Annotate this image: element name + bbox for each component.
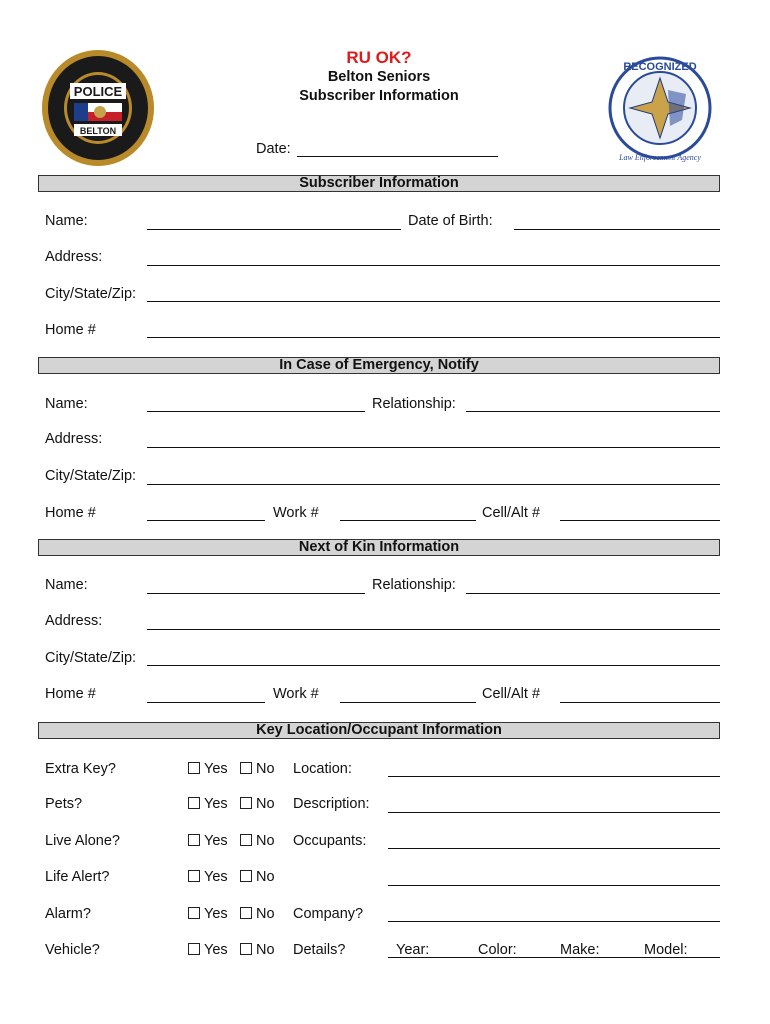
form-subtitle-1: Belton Seniors xyxy=(327,69,431,85)
alarm-yes-checkbox[interactable]: Yes xyxy=(188,905,228,923)
life-alert-no-checkbox[interactable]: No xyxy=(240,868,275,886)
location-label: Location: xyxy=(293,761,352,777)
kin-work-field[interactable] xyxy=(340,702,476,703)
checkbox-icon xyxy=(188,762,200,774)
svg-text:BELTON: BELTON xyxy=(79,126,117,136)
emergency-work-label: Work # xyxy=(273,505,319,521)
emergency-name-field[interactable] xyxy=(147,411,365,412)
subscriber-address-field[interactable] xyxy=(147,265,720,266)
svg-text:RECOGNIZED: RECOGNIZED xyxy=(623,61,697,73)
emergency-cell-field[interactable] xyxy=(560,520,720,521)
date-label: Date: xyxy=(256,141,291,157)
subscriber-address-label: Address: xyxy=(45,249,103,265)
kin-home-label: Home # xyxy=(45,686,96,702)
subscriber-name-field[interactable] xyxy=(147,229,401,230)
kin-cell-label: Cell/Alt # xyxy=(482,686,541,702)
live-alone-no-checkbox[interactable]: No xyxy=(240,832,275,850)
vehicle-details-field[interactable] xyxy=(388,957,720,958)
kin-work-label: Work # xyxy=(273,686,319,702)
section-emergency: In Case of Emergency, Notify xyxy=(38,357,720,374)
vehicle-make-label: Make: xyxy=(560,942,600,958)
vehicle-yes-checkbox[interactable]: Yes xyxy=(188,941,228,959)
extra-key-no-checkbox[interactable]: No xyxy=(240,760,275,778)
emergency-work-field[interactable] xyxy=(340,520,476,521)
extra-key-yes-checkbox[interactable]: Yes xyxy=(188,760,228,778)
emergency-relationship-label: Relationship: xyxy=(372,396,456,412)
checkbox-icon xyxy=(188,907,200,919)
life-alert-yes-checkbox[interactable]: Yes xyxy=(188,868,228,886)
kin-name-label: Name: xyxy=(45,577,88,593)
emergency-csz-label: City/State/Zip: xyxy=(45,468,137,484)
section-kin: Next of Kin Information xyxy=(38,539,720,556)
live-alone-yes-checkbox[interactable]: Yes xyxy=(188,832,228,850)
kin-relationship-field[interactable] xyxy=(466,593,720,594)
subscriber-csz-field[interactable] xyxy=(147,301,720,302)
subscriber-home-label: Home # xyxy=(45,322,96,338)
extra-key-label: Extra Key? xyxy=(45,761,116,777)
emergency-home-label: Home # xyxy=(45,505,96,521)
date-field[interactable] xyxy=(297,156,498,157)
subscriber-dob-label: Date of Birth: xyxy=(408,213,493,229)
form-title: RU OK? xyxy=(346,48,412,67)
emergency-address-label: Address: xyxy=(45,431,103,447)
emergency-name-label: Name: xyxy=(45,396,88,412)
subscriber-dob-field[interactable] xyxy=(514,229,720,230)
checkbox-icon xyxy=(240,907,252,919)
kin-address-field[interactable] xyxy=(147,629,720,630)
details-label: Details? xyxy=(293,942,346,958)
subscriber-home-field[interactable] xyxy=(147,337,720,338)
occupants-field[interactable] xyxy=(388,848,720,849)
company-label: Company? xyxy=(293,906,364,922)
location-field[interactable] xyxy=(388,776,720,777)
vehicle-model-label: Model: xyxy=(644,942,688,958)
occupants-field-2[interactable] xyxy=(388,885,720,886)
checkbox-icon xyxy=(188,834,200,846)
section-key-location: Key Location/Occupant Information xyxy=(38,722,720,739)
checkbox-icon xyxy=(240,870,252,882)
kin-csz-label: City/State/Zip: xyxy=(45,650,137,666)
emergency-relationship-field[interactable] xyxy=(466,411,720,412)
checkbox-icon xyxy=(240,797,252,809)
kin-relationship-label: Relationship: xyxy=(372,577,456,593)
vehicle-no-checkbox[interactable]: No xyxy=(240,941,275,959)
emergency-cell-label: Cell/Alt # xyxy=(482,505,541,521)
alarm-label: Alarm? xyxy=(45,906,91,922)
vehicle-label: Vehicle? xyxy=(45,942,100,958)
form-subtitle-2: Subscriber Information xyxy=(299,88,459,104)
emergency-home-field[interactable] xyxy=(147,520,265,521)
checkbox-icon xyxy=(240,943,252,955)
pets-yes-checkbox[interactable]: Yes xyxy=(188,795,228,813)
checkbox-icon xyxy=(188,797,200,809)
kin-home-field[interactable] xyxy=(147,702,265,703)
checkbox-icon xyxy=(240,762,252,774)
pets-no-checkbox[interactable]: No xyxy=(240,795,275,813)
occupants-label: Occupants: xyxy=(293,833,367,849)
subscriber-name-label: Name: xyxy=(45,213,88,229)
company-field[interactable] xyxy=(388,921,720,922)
live-alone-label: Live Alone? xyxy=(45,833,120,849)
vehicle-year-label: Year: xyxy=(396,942,430,958)
section-subscriber: Subscriber Information xyxy=(38,175,720,192)
checkbox-icon xyxy=(240,834,252,846)
checkbox-icon xyxy=(188,870,200,882)
kin-address-label: Address: xyxy=(45,613,103,629)
svg-text:Law Enforcement Agency: Law Enforcement Agency xyxy=(619,153,701,162)
alarm-no-checkbox[interactable]: No xyxy=(240,905,275,923)
description-field[interactable] xyxy=(388,812,720,813)
emergency-csz-field[interactable] xyxy=(147,484,720,485)
life-alert-label: Life Alert? xyxy=(45,869,110,885)
emergency-address-field[interactable] xyxy=(147,447,720,448)
pets-label: Pets? xyxy=(45,796,83,812)
description-label: Description: xyxy=(293,796,370,812)
kin-name-field[interactable] xyxy=(147,593,365,594)
checkbox-icon xyxy=(188,943,200,955)
subscriber-csz-label: City/State/Zip: xyxy=(45,286,137,302)
vehicle-color-label: Color: xyxy=(478,942,517,958)
kin-cell-field[interactable] xyxy=(560,702,720,703)
kin-csz-field[interactable] xyxy=(147,665,720,666)
svg-text:POLICE: POLICE xyxy=(73,84,123,99)
